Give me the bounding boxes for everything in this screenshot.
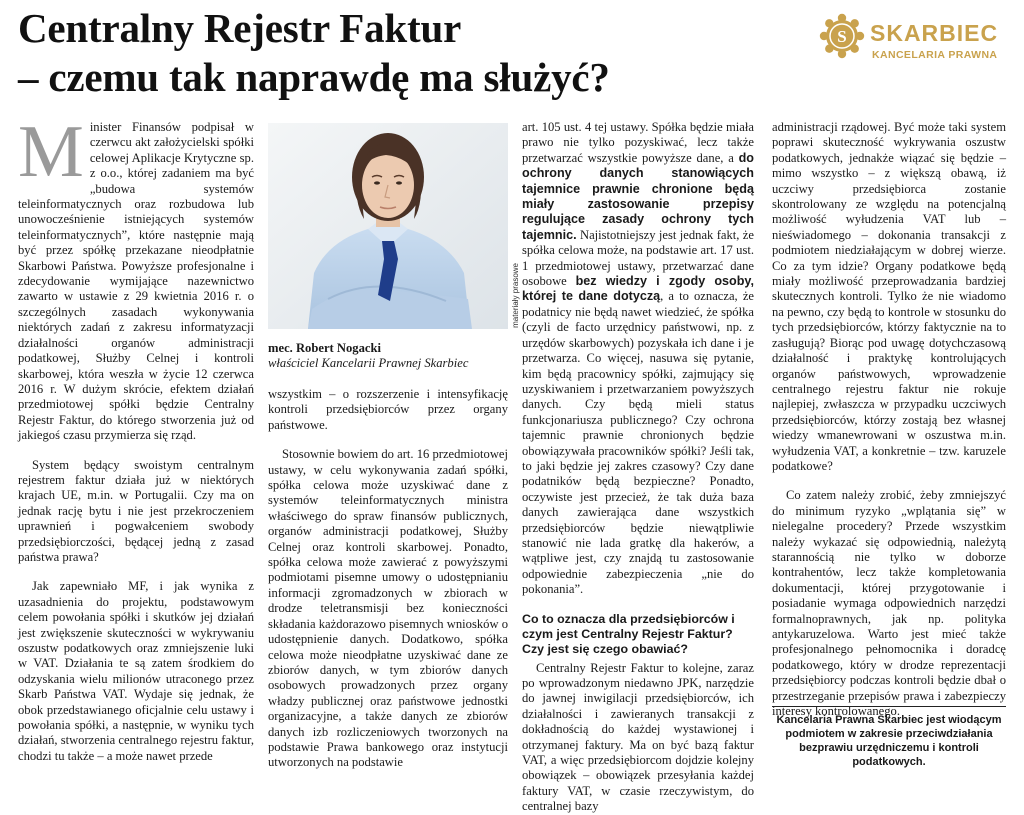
portrait-image xyxy=(268,123,508,329)
headline-line-2: – czemu tak naprawdę ma służyć? xyxy=(18,54,610,100)
drop-cap: M xyxy=(18,111,84,193)
firm-note: Kancelaria Prawna Skarbiec jest wiodącym podmiotem w zakresie przeciwdziałania bezprawiu urzędniczemu i kontroli podatkowych. xyxy=(772,706,1006,769)
article-column-4 xyxy=(772,120,1006,760)
article-paragraph: administracji rządowej. Być może taki system poprawi skuteczność wykrywania oszustw podatkowych, jednakże wiązać się będzie – mimo wszystko – z większą obawą, iż uczciwy przedsiębiorca zostanie skontrolowany ze względu na potencjalną możliwość wyłudzenia VAT lub – nieświadomego – dokonania transakcji z podmiotem niedziałającym w dobrej wierze. Co za tym idzie? Organy podatkowe będą miały możliwość przeprowadzania bardziej skutecznych kontroli. Tylko że nie wiadomo na pewno, czy będą to kontrole w stosunku do tych przedsiębiorców, którzy faktycznie na to zasługują? Biorąc pod uwagę dotychczasową działalność i praktykę kontrolujących organów państwowych, wprowadzenie centralnego rejestru faktur nie rokuje najlepiej, zwłaszcza w przypadku uczciwych przedsiębiorców, którzy zostają bez własnej wiedzy wmanewrowani w oszustwa m.in. wyłudzenia VAT, a konkretnie – tzw. karuzele podatkowe? xyxy=(772,120,1006,473)
bold-phrase: do ochrony danych stanowiących tajemnice prawnie chronione będą miały zastosowanie przepisy regulujące zasady ochrony tych tajemnic. xyxy=(522,150,754,242)
article-paragraph: Jak zapewniało MF, i jak wynika z uzasadnienia do projektu, podstawowym celem powołania spółki i skutków jej działań jest zwiększenie skuteczności w wykrywaniu oszustw podatkowych oraz zmniejszenie luki w VAT. Działania te są zatem środkiem do odzyskania wielu milionów utraconego przez Skarb Państwa VAT. Wydaje się jednak, że obok przedstawianego oficjalnie celu ustawy i powołania spółki, a następnie, w wyniku tych działań, stworzenia centralnego rejestru faktur, chodzi tu także – a może nawet przede xyxy=(18,579,254,763)
author-photo xyxy=(268,123,520,329)
article-paragraph: Minister Finansów podpisał w czerwcu akt założycielski spółki celowej Aplikacje Krytyczne sp. z o.o., której zadaniem ma być „budowa systemów teleinformatycznych oraz rozbudowa lub unowocześnienie istniejących systemów teleinformatycznych”, które następnie mają być przez spółkę przekazane nieodpłatnie Skarbowi Państwa. Powyższe profesjonalne i zdecydowanie wymijające nazewnictwo zawarto w ustawie z 29 kwietnia 2016 r. o szczególnych zasadach wykonywania niektórych zadań z zakresu informatyzacji działalności organów administracji podatkowej, Służby Celnej i kontroli skarbowej, która weszła w życie 12 czerwca 2016 r. W dużym skrócie, efektem działań przedmiotowej spółki będzie Centralny Rejestr Faktur, do którego stworzenia już od jakiegoś czasu przymierza się rząd. xyxy=(18,111,254,443)
article-column-3 xyxy=(522,120,755,814)
photo-credit: materiały prasowe xyxy=(511,263,520,328)
skarbiec-logo xyxy=(818,12,1014,62)
article-paragraph: Centralny Rejestr Faktur to kolejne, zaraz po wprowadzonym niedawno JPK, narzędzie do jawnej inwigilacji przedsiębiorców, ich działalności i zawieranych transakcji z dokładnością do każdej wystawionej i otrzymanej faktury. Ma on być bazą faktur VAT, a więc przedsiębiorcom dojdzie kolejny obowiązek – obowiązek przesyłania każdej faktury VAT, w czasie rzeczywistym, do centralnej bazy xyxy=(522,660,754,814)
article-paragraph: wszystkim – o rozszerzenie i intensyfikację kontroli przedsiębiorców przez organy państwowe. xyxy=(268,387,508,432)
article-column-1 xyxy=(18,111,254,763)
logo-mark-letter: S xyxy=(837,27,847,46)
caption-role: właściciel Kancelarii Prawnej Skarbiec xyxy=(268,356,469,370)
section-subheading: Co to oznacza dla przedsiębiorców i czym jest Centralny Rejestr Faktur? Czy jest się czego obawiać? xyxy=(522,611,735,656)
article-paragraph: System będący swoistym centralnym rejestrem faktur działa już w niektórych krajach UE, m.in. w Portugalii. Czy ma on jednak rację bytu i nie jest przekroczeniem uprawnień i pogwałceniem swobody przedsiębiorczości, będącej jedną z zasad państwa prawa? xyxy=(18,457,254,564)
headline xyxy=(18,4,610,102)
article-paragraph: art. 105 ust. 4 tej ustawy. Spółka będzie miała prawo nie tylko pozyskiwać, lecz także przetwarzać wszystkie powyższe dane, a do ochrony danych stanowiących tajemnice prawnie chronione będą miały zastosowanie przepisy regulujące zasady ochrony tych tajemnic. Najistotniejszy jest jednak fakt, że spółka celowa może, na podstawie art. 17 ust. 1 przedmiotowej ustawy, przetwarzać dane osobowe bez wiedzy i zgody osoby, której te dane dotyczą, a to oznacza, że podatnicy nie będą nawet wiedzieć, że spółka (czyli de facto urzędnicy państwowi, np. z urzędów skarbowych) pozyskała ich dane i je przetwarza. Co więcej, nasuwa się pytanie, kim będą pracownicy spółki, zajmujący się uzyskiwaniem i przetwarzaniem powyższych danych. Czy będą mieli status funkcjonariusza publicznego? Czy ochrona tajemnic prawnie chronionych będzie obowiązywała pracowników spółki? Jeśli tak, to jaki będzie jej zakres czasowy? Czy dane podatników będą bezpieczne? Ponadto, oczywiste jest przecież, że tak duża baza danych zawierająca dane wszystkich przedsiębiorców będzie niewątpliwie stanowić nie lada gratkę dla hakerów, a wątpliwe jest, czy znajdą tu zastosowanie odpowiednie zabezpieczenia „nie do pokonania”. xyxy=(522,120,755,597)
article-paragraph: Stosownie bowiem do art. 16 przedmiotowej ustawy, w celu wykonywania zadań spółki, spółka celowa może uzyskiwać dane z systemów teleinformatycznych ministra właściwego do spraw finansów publicznych, organów administracji podatkowej, Służby Celnej oraz kontroli skarbowej. Ponadto, spółka celowa może zawierać z powyższymi podmiotami pisemne umowy o udostępnianiu informacji zgromadzonych w zbiorach w drodze teletransmisji bez konieczności składania każdorazowo pisemnych wniosków o udostępnienie danych. Dodatkowo, spółka celowa może nieodpłatne uzyskiwać dane ze zbiorów danych, w tym zbiorów danych osobowych prowadzonych przez organy władzy publicznej oraz państwowe jednostki organizacyjne, a także danych ze zbiorów danych izb rozliczeniowych tworzonych na podstawie Prawa bankowego oraz instytucji utworzonych na podstawie xyxy=(268,447,508,770)
skarbiec-seal-icon xyxy=(818,12,866,60)
article-paragraph: Co zatem należy zrobić, żeby zmniejszyć do minimum ryzyko „wplątania się” w nielegalne procedery? Przede wszystkim należy wykazać się odpowiednią, należytą starannością nie tylko w doborze kontrahentów, lecz także kompletowania dokumentacji, której przygotowanie i posiadanie wymaga odpowiednich narzędzi formalnoprawnych, jak np. polityka antykaruzelowa. Warto jest mieć także profesjonalnego pełnomocnika i doradcę podatkowego, który w drodze reprezentacji przedsiębiorcy podczas kontroli będzie dbał o przestrzeganie przepisów prawa i zabezpieczy interesy kontrolowanego. xyxy=(772,488,1006,719)
caption-name: mec. Robert Nogacki xyxy=(268,341,381,355)
headline-line-1: Centralny Rejestr Faktur xyxy=(18,5,462,51)
article-column-2 xyxy=(268,120,520,770)
logo-name: SKARBIEC xyxy=(870,20,999,46)
bold-phrase: bez wiedzy i zgody osoby, której te dane dotyczą xyxy=(522,274,755,304)
logo-subtitle: KANCELARIA PRAWNA xyxy=(872,49,998,61)
